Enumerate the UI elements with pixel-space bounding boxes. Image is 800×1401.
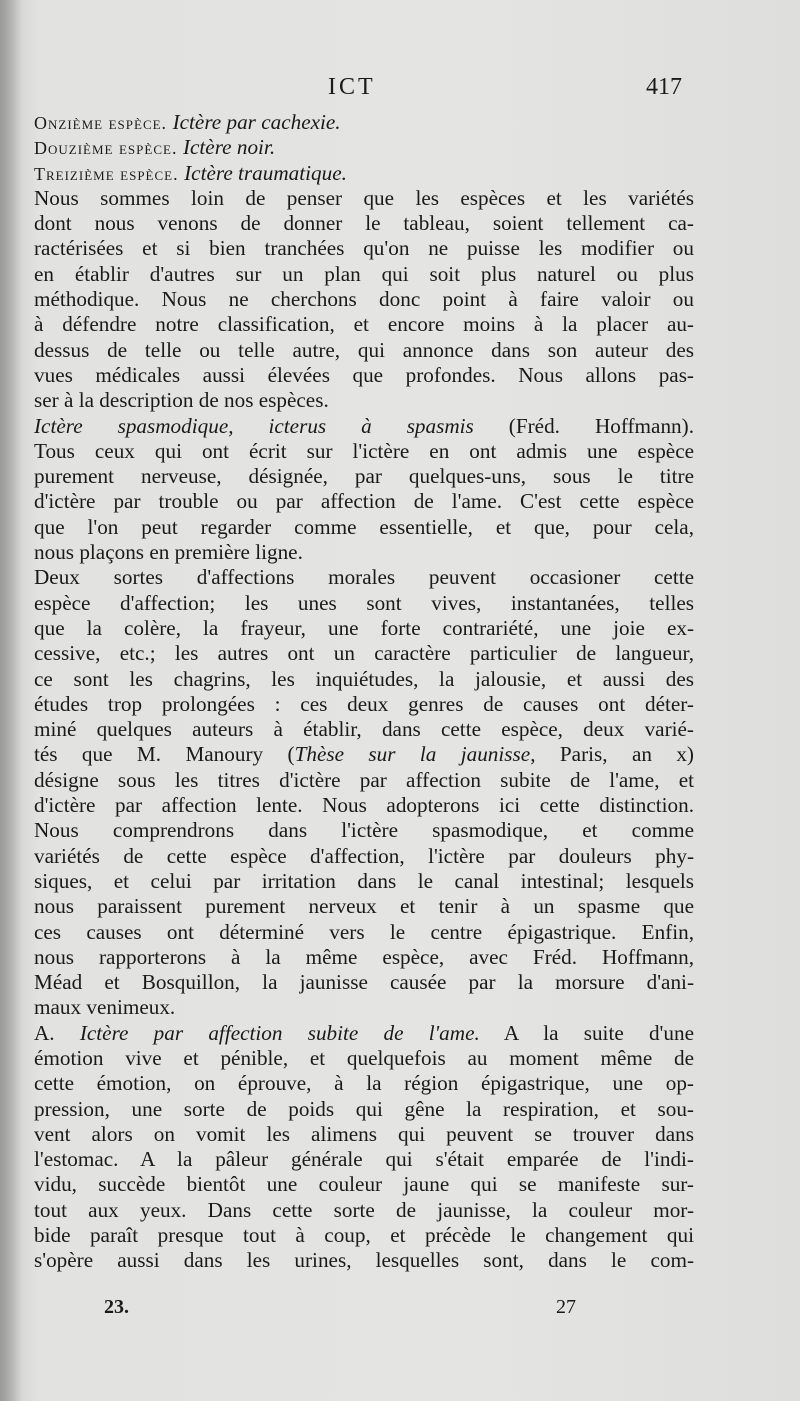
text-run: études trop prolongées : ces deux genres de causes ont déter- [34,691,694,716]
text-run: ces causes ont déterminé vers le centre épigastrique. Enfin, [34,919,694,944]
text-line [34,1248,694,1273]
text-run: ce sont les chagrins, les inquiétudes, la jalousie, et aussi des [34,666,694,691]
text-run: vent alors on vomit les alimens qui peuvent se trouver dans [34,1121,694,1146]
text-run: variétés de cette espèce d'affection, l'ictère par douleurs phy- [34,843,694,868]
text-run: méthodique. Nous ne cherchons donc point à faire valoir ou [34,287,694,312]
text-run: bide paraît presque tout à coup, et précède le changement qui [34,1223,694,1248]
text-line [34,1097,694,1122]
text-run: purement nerveuse, désignée, par quelques-uns, sous le titre [34,464,694,489]
signature-mark-right: 27 [556,1296,576,1318]
text-line [34,464,694,489]
species-heading: Treizième espèce. [34,163,185,184]
text-line [34,1046,694,1071]
text-line [34,1071,694,1096]
text-line [34,1223,694,1248]
italic-text: Thèse sur la jaunisse [294,742,531,767]
text-run: Nous sommes loin de penser que les espèces et les variétés [34,185,694,210]
text-line [34,818,694,843]
text-run: l'estomac. A la pâleur générale qui s'était emparée de l'indi- [34,1147,694,1172]
page-header [0,68,800,108]
text-run: Tous ceux qui ont écrit sur l'ictère en ont admis une espèce [34,438,694,463]
text-run: dessus de telle ou telle autre, qui annonce dans son auteur des [34,337,694,362]
text-run: ractérisées et si bien tranchées qu'on ne puisse les modifier ou [34,236,694,261]
text-line [34,186,694,211]
text-run: d'ictère par trouble ou par affection de l'ame. C'est cette espèce [34,489,694,514]
text-run: miné quelques auteurs à établir, dans cette espèce, deux varié- [34,717,694,742]
text-line [34,995,694,1020]
text-run: , Paris, an x) [530,742,694,767]
signature-mark-left: 23. [104,1296,129,1318]
page-footer [0,1292,800,1322]
text-run: tés que M. Manoury ( [34,742,295,767]
text-run: que l'on peut regarder comme essentielle, et que, pour cela, [34,514,694,539]
text-line [34,211,694,236]
text-run: Méad et Bosquillon, la jaunisse causée par la morsure d'ani- [34,970,694,995]
text-line [34,1172,694,1197]
text-run: siques, et celui par irritation dans le canal intestinal; lesquels [34,868,694,893]
text-line [34,135,694,160]
italic-text: Ictère spasmodique, icterus à spasmis [34,413,474,438]
text-line [34,489,694,514]
italic-text: Ictère traumatique. [184,160,347,185]
text-line [34,768,694,793]
text-line [34,970,694,995]
text-line [34,439,694,464]
italic-text: Ictère par affection subite de l'ame. [79,1020,480,1045]
text-line [34,287,694,312]
binding-shadow [0,0,22,1401]
text-run: désigne sous les titres d'ictère par affection subite de l'ame, et [34,767,694,792]
text-line [34,110,694,135]
text-run: A. [34,1020,80,1045]
text-line [34,338,694,363]
text-line [34,540,694,565]
text-line [34,920,694,945]
text-run: pression, une sorte de poids qui gêne la respiration, et sou- [34,1096,694,1121]
text-line [34,641,694,666]
text-line [34,717,694,742]
text-run: que la colère, la frayeur, une forte contrariété, une joie ex- [34,615,694,640]
species-heading: Onzième espèce. [34,113,173,133]
text-line [34,161,694,186]
text-line [34,388,694,413]
text-line [34,1147,694,1172]
text-line [34,869,694,894]
page-number: 417 [646,74,682,100]
text-run: vidu, succède bientôt une couleur jaune qui se manifeste sur- [34,1172,694,1197]
text-line [34,414,694,439]
text-line [34,1021,694,1046]
text-run: maux venimeux. [34,995,176,1020]
text-run: A la suite d'une [479,1020,694,1045]
text-run: en établir d'autres sur un plan qui soit plus naturel ou plus [34,261,694,286]
text-line [34,742,694,767]
text-line [34,591,694,616]
text-run: s'opère aussi dans les urines, lesquelles sont, dans le com- [34,1248,694,1273]
text-line [34,236,694,261]
text-run: tout aux yeux. Dans cette sorte de jaunisse, la couleur mor- [34,1197,694,1222]
text-run: espèce d'affection; les unes sont vives, instantanées, telles [34,590,694,615]
text-line [34,894,694,919]
text-run: émotion vive et pénible, et quelquefois au moment même de [34,1045,694,1070]
text-run: cette émotion, on éprouve, à la région épigastrique, une op- [34,1071,694,1096]
text-line [34,945,694,970]
text-run: à défendre notre classification, et encore moins à la placer au- [34,312,694,337]
text-line [34,262,694,287]
text-line [34,844,694,869]
italic-text: Ictère noir. [182,135,276,160]
body-text [34,110,694,1274]
text-line [34,312,694,337]
text-run: Nous comprendrons dans l'ictère spasmodique, et comme [34,818,694,843]
text-line [34,515,694,540]
text-line [34,1122,694,1147]
text-run: d'ictère par affection lente. Nous adopterons ici cette distinction. [34,793,694,818]
text-line [34,692,694,717]
text-line [34,616,694,641]
text-run: ser à la description de nos espèces. [34,388,329,413]
text-run: vues médicales aussi élevées que profondes. Nous allons pas- [34,362,694,387]
text-run: nous rapporterons à la même espèce, avec Fréd. Hoffmann, [34,944,694,969]
text-line [34,363,694,388]
text-line [34,565,694,590]
text-line [34,793,694,818]
text-line [34,667,694,692]
text-run: Deux sortes d'affections morales peuvent occasioner cette [34,565,694,590]
species-heading: Douzième espèce. [34,138,183,159]
text-run: nous paraissent purement nerveux et tenir à un spasme que [34,894,694,919]
italic-text: Ictère par cachexie. [172,110,341,134]
text-run: cessive, etc.; les autres ont un caractère particulier de langueur, [34,641,694,666]
text-run: dont nous venons de donner le tableau, soient tellement ca- [34,211,694,236]
text-run: nous plaçons en première ligne. [34,540,303,565]
text-run: (Fréd. Hoffmann). [473,413,694,438]
running-head: ICT [328,74,376,100]
text-line [34,1198,694,1223]
